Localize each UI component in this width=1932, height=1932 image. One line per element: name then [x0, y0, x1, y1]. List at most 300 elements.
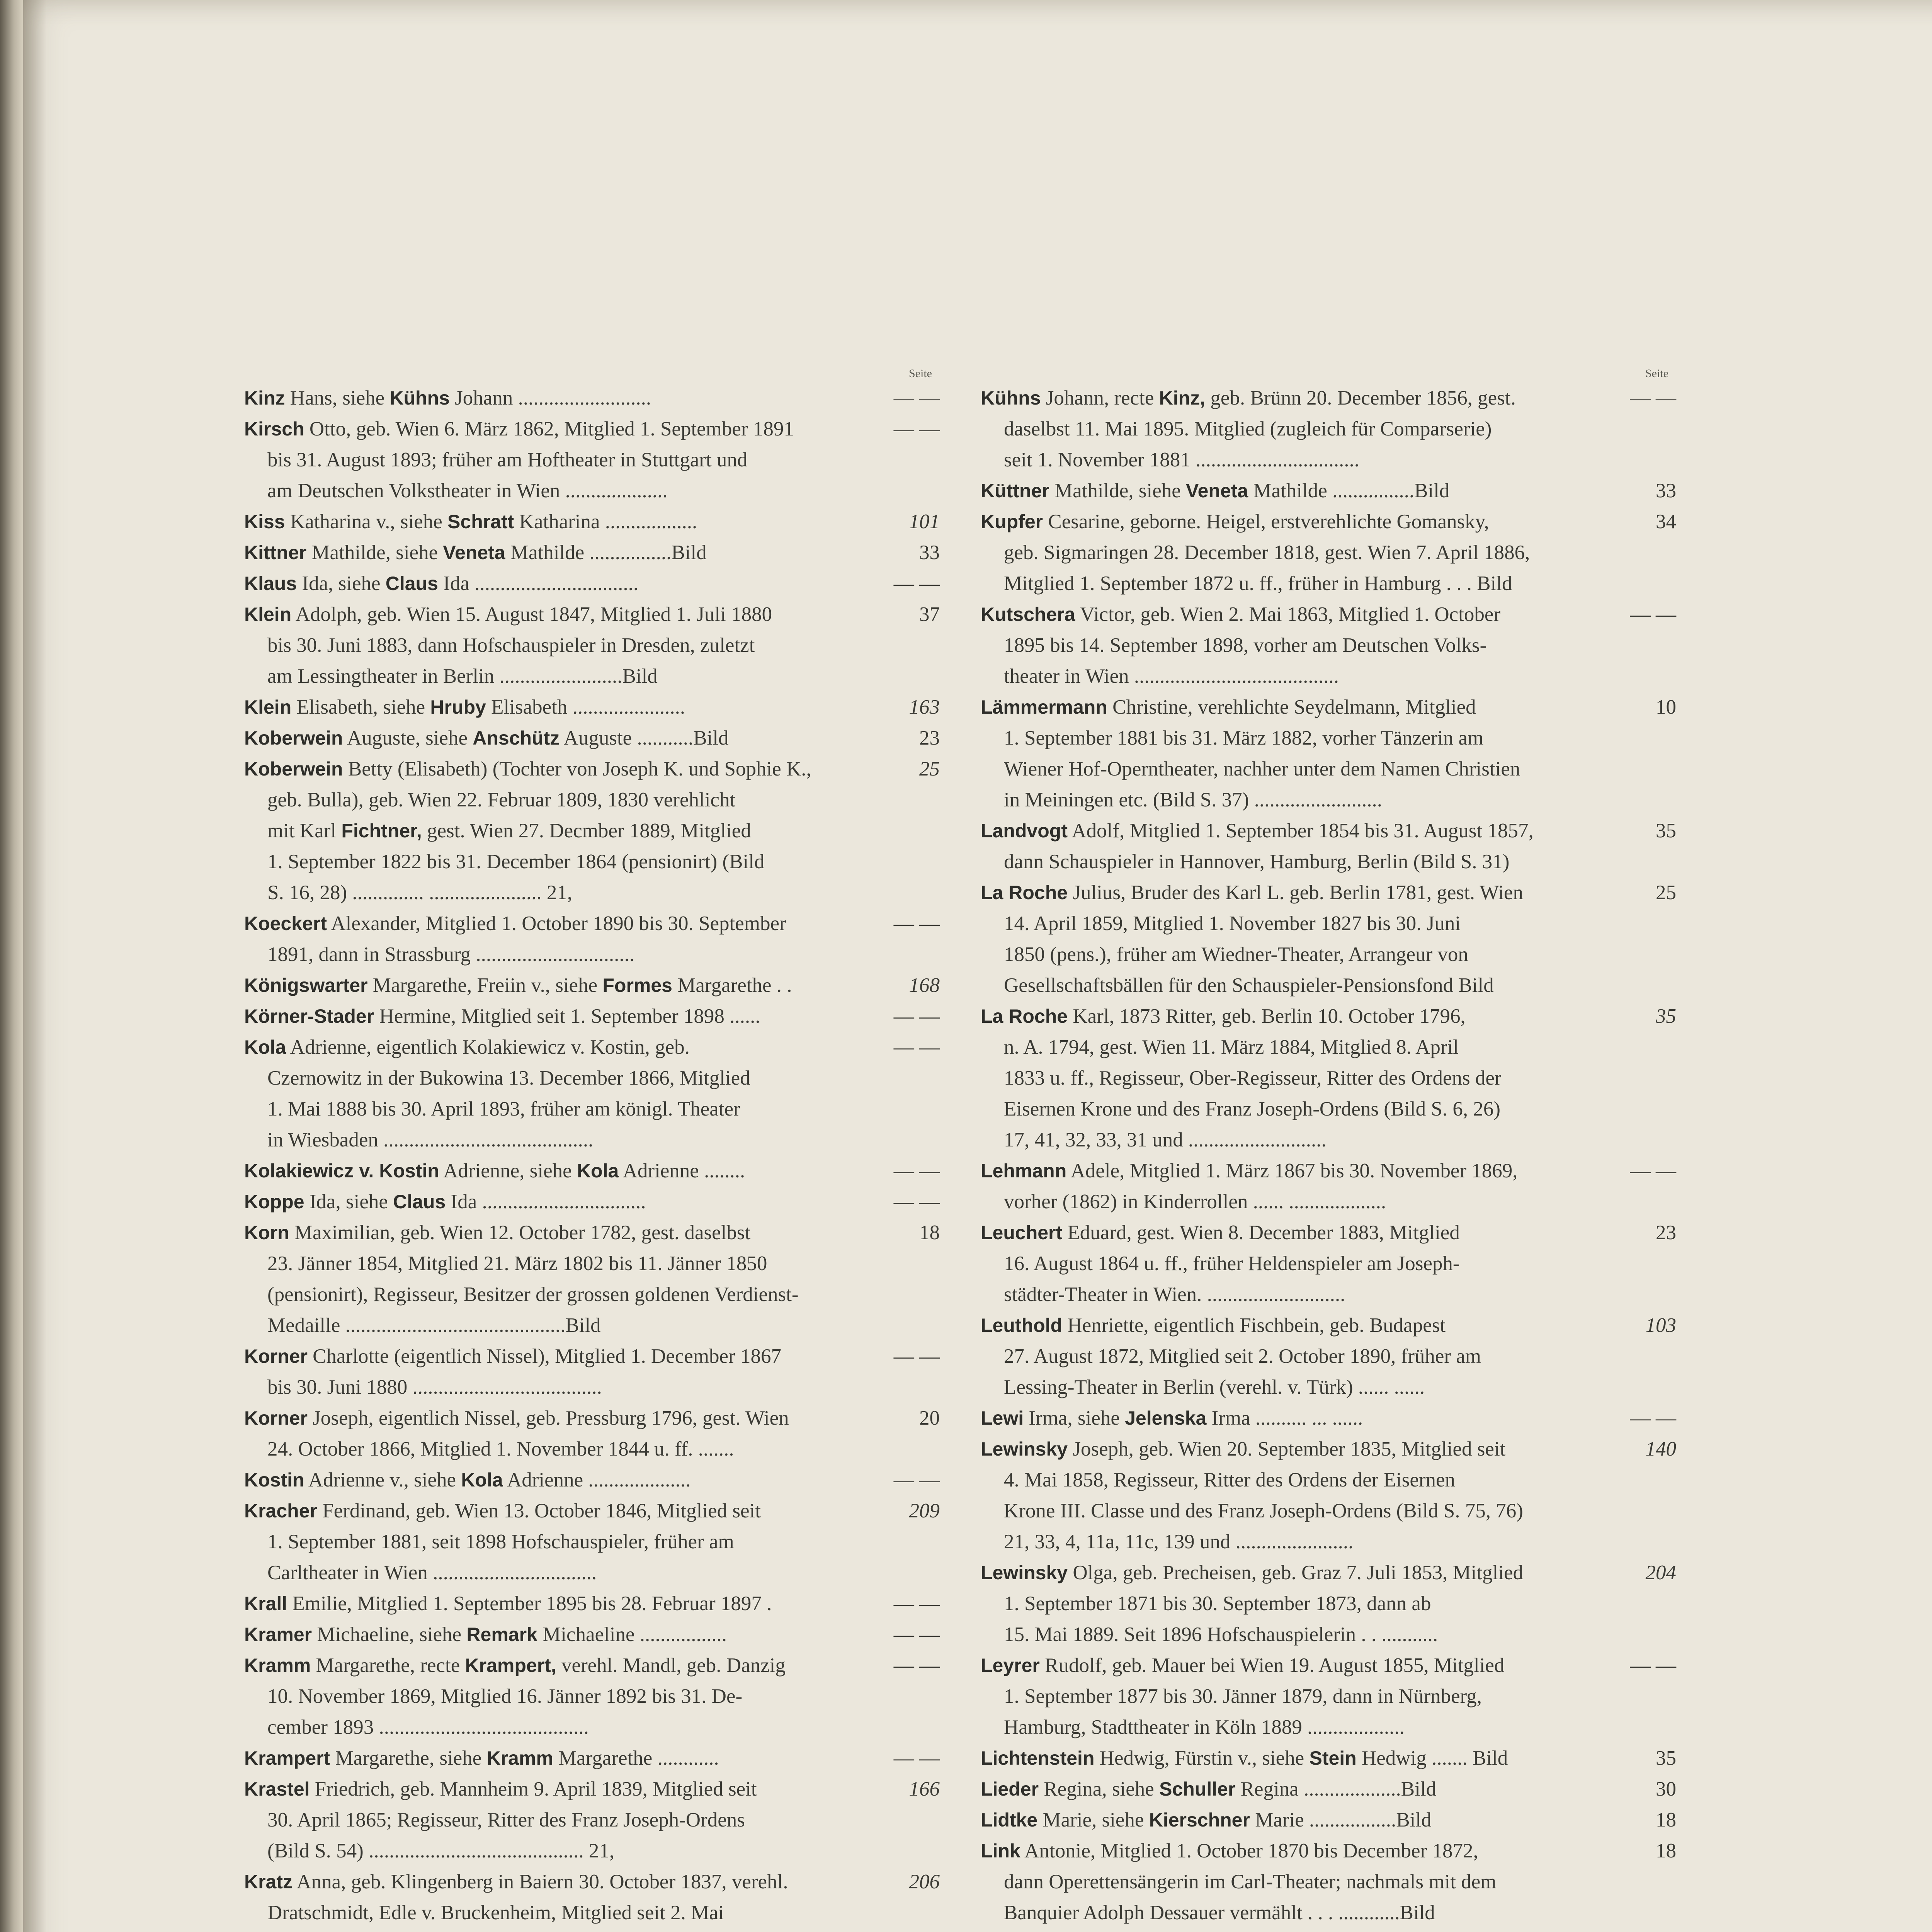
entry-text: Eduard, gest. Wien 8. December 1883, Mitglied [1067, 1221, 1460, 1244]
index-entry [244, 1403, 940, 1464]
entry-text: Charlotte (eigentlich Nissel), Mitglied 1. December 1867 [313, 1345, 781, 1367]
entry-line [981, 815, 1676, 846]
entry-text: Regina, siehe Schuller Regina ...................Bild [1044, 1778, 1437, 1800]
entry-text: am Lessingtheater in Berlin ........................Bild [267, 665, 658, 687]
seite-label-left: Seite [909, 367, 932, 380]
entry-text: Dratschmidt, Edle v. Bruckenheim, Mitglied seit 2. Mai [267, 1901, 724, 1924]
entry-text: daselbst 11. Mai 1895. Mitglied (zugleich für Comparserie) [1004, 418, 1492, 440]
entry-headword: Krastel [244, 1778, 310, 1800]
index-entry [981, 1557, 1676, 1650]
page-reference: — — [893, 387, 940, 409]
entry-line [981, 383, 1676, 413]
index-entry [244, 383, 940, 413]
entry-line [244, 970, 940, 1001]
entry-text: Betty (Elisabeth) (Tochter von Joseph K. und Sophie K., [348, 758, 811, 780]
index-entry [244, 1774, 940, 1866]
entry-line [981, 1310, 1676, 1341]
entry-text: 10. November 1869, Mitglied 16. Jänner 1892 bis 31. De- [267, 1685, 743, 1708]
entry-line [244, 692, 940, 723]
entry-line [244, 1063, 940, 1094]
cross-reference-name: Claus [393, 1191, 446, 1213]
entry-headword: Korner [244, 1407, 308, 1429]
entry-text: dann Schauspieler in Hannover, Hamburg, Berlin (Bild S. 31) [1004, 850, 1510, 873]
entry-line [981, 939, 1676, 970]
cross-reference-name: Stein [1309, 1747, 1357, 1769]
entry-headword: Kramm [244, 1655, 311, 1676]
index-entry [244, 599, 940, 692]
page-reference: 209 [909, 1500, 940, 1522]
entry-text: 1891, dann in Strassburg ............................... [267, 943, 635, 966]
entry-line [244, 1650, 940, 1681]
cross-reference-name: Kola [577, 1160, 619, 1182]
entry-line [244, 1001, 940, 1032]
index-entry [981, 692, 1676, 815]
entry-text: Joseph, geb. Wien 20. September 1835, Mitglied seit [1073, 1438, 1506, 1460]
entry-headword: Leuchert [981, 1222, 1063, 1243]
entry-headword: Königswarter [244, 975, 368, 996]
entry-line [244, 1866, 940, 1897]
entry-line [981, 1835, 1676, 1866]
entry-text: 1. September 1881 bis 31. März 1882, vorher Tänzerin am [1004, 727, 1484, 749]
entry-text: Irma, siehe Jelenska Irma .......... ... ...... [1029, 1407, 1363, 1429]
entry-line [981, 1588, 1676, 1619]
entry-text: 1. September 1871 bis 30. September 1873, dann ab [1004, 1592, 1431, 1615]
page-reference: 35 [1656, 1005, 1676, 1027]
entry-text: Auguste, siehe Anschütz Auguste ...........Bild [347, 727, 729, 749]
entry-line [244, 1681, 940, 1712]
entry-text: Adolf, Mitglied 1. September 1854 bis 31. August 1857, [1071, 820, 1534, 842]
entry-text: Olga, geb. Precheisen, geb. Graz 7. Juli 1853, Mitglied [1073, 1561, 1524, 1584]
index-entry [981, 877, 1676, 1001]
page-reference: — — [893, 1036, 940, 1058]
entry-headword: Kratz [244, 1871, 293, 1893]
entry-line [981, 1928, 1676, 1932]
index-entry [981, 1835, 1676, 1928]
entry-text: Anna, geb. Klingenberg in Baiern 30. October 1837, verehl. [296, 1871, 788, 1893]
index-column-right [981, 367, 1676, 1932]
entry-headword: Lewi [981, 1407, 1024, 1429]
entry-text: 17, 41, 32, 33, 31 und ........................... [1004, 1129, 1327, 1151]
entry-line [244, 599, 940, 630]
entry-text: städter-Theater in Wien. ........................... [1004, 1283, 1345, 1306]
entry-line [981, 1434, 1676, 1464]
index-entry [244, 1588, 940, 1619]
entry-headword: Korner [244, 1345, 308, 1367]
entry-text: Ida, siehe Claus Ida ................................ [302, 572, 639, 595]
entry-headword: Klein [244, 604, 292, 625]
entry-line [981, 1495, 1676, 1526]
page-reference: 10 [1656, 696, 1676, 718]
entry-headword: Küttner [981, 480, 1049, 502]
entry-text: 1. September 1881, seit 1898 Hofschauspieler, früher am [267, 1531, 734, 1553]
entry-text: Karl, 1873 Ritter, geb. Berlin 10. October 1796, [1073, 1005, 1466, 1027]
page-reference: 33 [919, 541, 940, 564]
entry-text: S. 16, 28) .............. ...................... 21, [267, 881, 573, 904]
page-reference: — — [893, 1592, 940, 1615]
page-reference: 20 [919, 1407, 940, 1429]
index-entry [981, 815, 1676, 877]
entry-text: Mathilde, siehe Veneta Mathilde ................Bild [1054, 480, 1450, 502]
page-gutter-shadow [23, 0, 46, 1932]
entry-headword: Lichtenstein [981, 1747, 1095, 1769]
page-reference: — — [1630, 1654, 1676, 1677]
index-entry [244, 970, 940, 1001]
entry-text: Michaeline, siehe Remark Michaeline ................. [317, 1623, 727, 1646]
entry-text: in Wiesbaden ......................................... [267, 1129, 594, 1151]
cross-reference-name: Krampert, [465, 1655, 556, 1676]
cross-reference-name: Kramm [486, 1747, 553, 1769]
entry-text: Ferdinand, geb. Wien 13. October 1846, Mitglied seit [322, 1500, 761, 1522]
entry-text: Hamburg, Stadttheater in Köln 1889 ................... [1004, 1716, 1405, 1738]
entry-line [244, 1094, 940, 1124]
entry-text: geb. Sigmaringen 28. December 1818, gest. Wien 7. April 1886, [1004, 541, 1530, 564]
index-entry [244, 537, 940, 568]
entry-headword: Klaus [244, 573, 297, 594]
entry-line [244, 630, 940, 661]
page-reference: — — [893, 1345, 940, 1367]
entry-line [244, 506, 940, 537]
entry-line [244, 1464, 940, 1495]
page-reference: — — [893, 572, 940, 595]
entry-headword: Körner-Stader [244, 1005, 374, 1027]
index-entry [244, 753, 940, 908]
page-reference: 103 [1645, 1314, 1676, 1337]
entry-line [981, 1650, 1676, 1681]
entry-headword: Landvogt [981, 820, 1068, 842]
page-reference: — — [1630, 1160, 1676, 1182]
entry-line [244, 1217, 940, 1248]
entry-text: Otto, geb. Wien 6. März 1862, Mitglied 1. September 1891 [309, 418, 794, 440]
page-reference: 18 [919, 1221, 940, 1244]
entry-headword: Koeckert [244, 913, 327, 934]
page-reference: — — [893, 1190, 940, 1213]
index-entry [244, 1495, 940, 1588]
entry-text: Lessing-Theater in Berlin (verehl. v. Türk) ...... ...... [1004, 1376, 1425, 1398]
entry-text: Medaille ...........................................Bild [267, 1314, 601, 1337]
entry-line [981, 1001, 1676, 1032]
page-reference: 18 [1656, 1809, 1676, 1831]
entry-line [981, 1557, 1676, 1588]
page-reference: 168 [909, 974, 940, 997]
entry-headword: Link [981, 1840, 1020, 1862]
entry-line [244, 1743, 940, 1774]
index-entry [244, 908, 940, 970]
entry-line [981, 630, 1676, 661]
index-entry [244, 1186, 940, 1217]
entry-text: theater in Wien ........................................ [1004, 665, 1339, 687]
index-entry [981, 383, 1676, 475]
entry-text: Julius, Bruder des Karl L. geb. Berlin 1781, gest. Wien [1073, 881, 1523, 904]
entry-line [244, 1403, 940, 1434]
page-reference: — — [893, 912, 940, 935]
entry-line [244, 753, 940, 784]
page-reference: 37 [919, 603, 940, 626]
cross-reference-name: Veneta [1186, 480, 1248, 502]
entry-line [981, 1217, 1676, 1248]
page-reference: — — [893, 418, 940, 440]
entry-text: Victor, geb. Wien 2. Mai 1863, Mitglied 1. October [1080, 603, 1501, 626]
entry-headword: Koberwein [244, 758, 343, 780]
entry-text: Margarethe, Freiin v., siehe Formes Margarethe . . [372, 974, 792, 997]
entry-text: Hans, siehe Kühns Johann .......................... [290, 387, 651, 409]
entry-text: Marie, siehe Kierschner Marie .................Bild [1043, 1809, 1432, 1831]
cross-reference-name: Fichtner, [341, 820, 422, 842]
entry-headword: Leyrer [981, 1655, 1040, 1676]
entry-text: Hedwig, Fürstin v., siehe Stein Hedwig ....... Bild [1099, 1747, 1508, 1769]
index-entry [244, 1743, 940, 1774]
cross-reference-name: Claus [385, 573, 438, 594]
entry-text: Katharina v., siehe Schratt Katharina .................. [290, 510, 697, 533]
entry-line [981, 1248, 1676, 1279]
page-reference: 23 [1656, 1221, 1676, 1244]
entry-line [981, 877, 1676, 908]
entry-text: bis 30. Juni 1883, dann Hofschauspieler in Dresden, zuletzt [267, 634, 755, 656]
entry-text: Johann, recte Kinz, geb. Brünn 20. December 1856, gest. [1046, 387, 1516, 409]
entry-line [981, 1063, 1676, 1094]
index-entry [981, 599, 1676, 692]
entry-line [244, 1804, 940, 1835]
index-entry [981, 506, 1676, 599]
page-reference: 101 [909, 510, 940, 533]
index-entry [981, 1310, 1676, 1403]
entry-headword: Kinz [244, 387, 285, 409]
entry-text: Maximilian, geb. Wien 12. October 1782, gest. daselbst [294, 1221, 751, 1244]
entry-headword: Lieder [981, 1778, 1039, 1800]
index-entry [244, 1619, 940, 1650]
index-entry [981, 1217, 1676, 1310]
entry-headword: Kühns [981, 387, 1041, 409]
entry-text: 14. April 1859, Mitglied 1. November 1827 bis 30. Juni [1004, 912, 1461, 935]
entry-line [981, 908, 1676, 939]
entry-headword: Kola [244, 1036, 286, 1058]
entry-text: Adele, Mitglied 1. März 1867 bis 30. November 1869, [1070, 1160, 1518, 1182]
entry-text: Christine, verehlichte Seydelmann, Mitglied [1112, 696, 1476, 718]
seite-label-right: Seite [1645, 367, 1668, 380]
entry-line [244, 846, 940, 877]
entry-headword: Lehmann [981, 1160, 1067, 1182]
entry-line [981, 599, 1676, 630]
entry-text: dann Operettensängerin im Carl-Theater; nachmals mit dem [1004, 1871, 1497, 1893]
entry-text: cember 1893 ......................................... [267, 1716, 589, 1738]
entry-text: bis 31. August 1893; früher am Hoftheater in Stuttgart und [267, 449, 748, 471]
index-entry [244, 1217, 940, 1341]
entry-headword: Korn [244, 1222, 289, 1243]
entry-line [244, 723, 940, 753]
entry-line [244, 1186, 940, 1217]
entry-text: Antonie, Mitglied 1. October 1870 bis December 1872, [1024, 1840, 1478, 1862]
entry-text: 23. Jänner 1854, Mitglied 21. März 1802 bis 11. Jänner 1850 [267, 1252, 767, 1275]
index-entry [244, 1866, 940, 1932]
entry-text: Eisernen Krone und des Franz Joseph-Ordens (Bild S. 6, 26) [1004, 1098, 1501, 1120]
entry-text: Gesellschaftsbällen für den Schauspieler-Pensionsfond Bild [1004, 974, 1494, 997]
entry-text: 21, 33, 4, 11a, 11c, 139 und ....................... [1004, 1531, 1354, 1553]
entry-headword: Kolakiewicz v. Kostin [244, 1160, 439, 1182]
entry-line [981, 475, 1676, 506]
index-entry [981, 1743, 1676, 1774]
entry-text: Adolph, geb. Wien 15. August 1847, Mitglied 1. Juli 1880 [295, 603, 772, 626]
index-entry [244, 1032, 940, 1155]
cross-reference-name: Kierschner [1149, 1809, 1250, 1831]
entry-headword: Lewinsky [981, 1562, 1068, 1583]
entry-headword: Lewinsky [981, 1438, 1068, 1460]
page-reference: 30 [1656, 1778, 1676, 1800]
entry-headword: Krampert [244, 1747, 330, 1769]
entry-line [981, 1155, 1676, 1186]
cross-reference-name: Remark [466, 1624, 537, 1645]
index-entry [244, 506, 940, 537]
cross-reference-name: Formes [602, 975, 672, 996]
index-column-left [244, 367, 940, 1932]
page-reference: 206 [909, 1871, 940, 1893]
entry-headword: Kostin [244, 1469, 304, 1491]
entry-line [981, 1681, 1676, 1712]
entry-text: Margarethe, siehe Kramm Margarethe ............ [335, 1747, 719, 1769]
entry-text: n. A. 1794, gest. Wien 11. März 1884, Mitglied 8. April [1004, 1036, 1459, 1058]
index-entry [244, 413, 940, 506]
page-reference: — — [893, 1469, 940, 1491]
entry-text: Ida, siehe Claus Ida ................................ [309, 1190, 646, 1213]
entry-line [981, 1866, 1676, 1897]
page-reference: 25 [1656, 881, 1676, 904]
entry-text: Mitglied 1. September 1872 u. ff., früher in Hamburg . . . Bild [1004, 572, 1512, 595]
entry-text: Czernowitz in der Bukowina 13. December 1866, Mitglied [267, 1067, 750, 1089]
entry-text: Emilie, Mitglied 1. September 1895 bis 28. Februar 1897 . [292, 1592, 772, 1615]
entry-text: 1. Mai 1888 bis 30. April 1893, früher am königl. Theater [267, 1098, 740, 1120]
entry-text: Alexander, Mitglied 1. October 1890 bis 30. September [331, 912, 786, 935]
page-reference: 33 [1656, 480, 1676, 502]
page-reference: 18 [1656, 1840, 1676, 1862]
index-entry [981, 1804, 1676, 1835]
entry-text: Adrienne v., siehe Kola Adrienne .................... [308, 1469, 691, 1491]
entry-text: 1895 bis 14. September 1898, vorher am Deutschen Volks- [1004, 634, 1487, 656]
index-entry [244, 1464, 940, 1495]
index-entry [981, 1403, 1676, 1434]
entry-line [244, 1032, 940, 1063]
entry-text: 1833 u. ff., Regisseur, Ober-Regisseur, Ritter des Ordens der [1004, 1067, 1502, 1089]
entry-headword: Klein [244, 696, 292, 718]
page-reference: 166 [909, 1778, 940, 1800]
entry-text: 27. August 1872, Mitglied seit 2. October 1890, früher am [1004, 1345, 1481, 1367]
cross-reference-name: Anschütz [473, 727, 560, 749]
entry-headword: Kracher [244, 1500, 317, 1522]
entry-text: 15. Mai 1889. Seit 1896 Hofschauspielerin . . ........... [1004, 1623, 1438, 1646]
entry-line [981, 753, 1676, 784]
entry-text: Adrienne, eigentlich Kolakiewicz v. Kostin, geb. [290, 1036, 690, 1058]
entry-line [244, 383, 940, 413]
page-reference: — — [893, 1623, 940, 1646]
page-reference: 25 [919, 758, 940, 780]
entry-text: seit 1. November 1881 ................................ [1004, 449, 1360, 471]
entry-line [981, 1094, 1676, 1124]
index-entry [981, 1928, 1676, 1932]
page-reference: 34 [1656, 510, 1676, 533]
entry-text: 30. April 1865; Regisseur, Ritter des Franz Joseph-Ordens [267, 1809, 745, 1831]
entry-text: 16. August 1864 u. ff., früher Heldenspieler am Joseph- [1004, 1252, 1460, 1275]
entry-line [981, 506, 1676, 537]
entry-headword: Kiss [244, 511, 285, 532]
entry-text: bis 30. Juni 1880 ..................................... [267, 1376, 602, 1398]
page-reference: — — [1630, 387, 1676, 409]
entry-line [981, 413, 1676, 444]
entry-line [981, 1403, 1676, 1434]
entry-text: 1. September 1877 bis 30. Jänner 1879, dann in Nürnberg, [1004, 1685, 1482, 1708]
entry-line [244, 1897, 940, 1928]
page-reference: 35 [1656, 820, 1676, 842]
index-entry [981, 475, 1676, 506]
cross-reference-name: Schratt [447, 511, 514, 532]
cross-reference-name: Schuller [1159, 1778, 1236, 1800]
entry-line [981, 692, 1676, 723]
entry-text: Joseph, eigentlich Nissel, geb. Pressburg 1796, gest. Wien [313, 1407, 789, 1429]
index-entry [244, 1155, 940, 1186]
index-entry [244, 692, 940, 723]
entry-text: Banquier Adolph Dessauer vermählt . . . ............Bild [1004, 1901, 1435, 1924]
index-entry [981, 1774, 1676, 1804]
entry-headword: Leuthold [981, 1315, 1063, 1336]
entry-headword: Lidtke [981, 1809, 1038, 1831]
entry-text: Cesarine, geborne. Heigel, erstverehlichte Gomansky, [1048, 510, 1489, 533]
book-binding-left [0, 0, 23, 1932]
cross-reference-name: Kühns [389, 387, 450, 409]
page-reference: — — [893, 1005, 940, 1027]
entry-line [244, 444, 940, 475]
entry-line [244, 1155, 940, 1186]
cross-reference-name: Veneta [443, 542, 505, 563]
cross-reference-name: Hruby [430, 696, 486, 718]
entry-line [244, 1619, 940, 1650]
entry-text: 1850 (pens.), früher am Wiedner-Theater, Arrangeur von [1004, 943, 1468, 966]
entry-text: (pensionirt), Regisseur, Besitzer der grossen goldenen Verdienst- [267, 1283, 799, 1306]
entry-line [981, 537, 1676, 568]
entry-headword: Krall [244, 1593, 287, 1614]
entry-line [244, 568, 940, 599]
entry-text: Carltheater in Wien ................................ [267, 1561, 597, 1584]
page-reference: 204 [1645, 1561, 1676, 1584]
entry-text: 24. October 1866, Mitglied 1. November 1844 u. ff. ....... [267, 1438, 734, 1460]
entry-line [981, 723, 1676, 753]
entry-text: Friedrich, geb. Mannheim 9. April 1839, Mitglied seit [315, 1778, 757, 1800]
entry-text: Margarethe, recte Krampert, verehl. Mandl, geb. Danzig [316, 1654, 786, 1677]
entry-text: Rudolf, geb. Mauer bei Wien 19. August 1855, Mitglied [1045, 1654, 1505, 1677]
page-reference: 35 [1656, 1747, 1676, 1769]
entry-line [244, 413, 940, 444]
entry-text: (Bild S. 54) .......................................... 21, [267, 1840, 615, 1862]
entry-line [244, 784, 940, 815]
page-reference [1599, 1928, 1676, 1932]
entry-text: Wiener Hof-Operntheater, nachher unter dem Namen Christien [1004, 758, 1520, 780]
entry-text: 1. September 1822 bis 31. December 1864 (pensionirt) (Bild [267, 850, 765, 873]
entry-text: vorher (1862) in Kinderrollen ...... ................... [1004, 1190, 1386, 1213]
entry-line [981, 1464, 1676, 1495]
entry-text: Mathilde, siehe Veneta Mathilde ................Bild [311, 541, 707, 564]
entry-line [244, 815, 940, 846]
entry-headword: La Roche [981, 882, 1068, 903]
entry-line [244, 1341, 940, 1372]
entry-text: Elisabeth, siehe Hruby Elisabeth ...................... [296, 696, 685, 718]
entry-headword: Kirsch [244, 418, 304, 440]
entry-line [244, 1774, 940, 1804]
index-entry [244, 1341, 940, 1403]
index-entry [981, 1155, 1676, 1217]
entry-line [244, 1588, 940, 1619]
page-reference: — — [1630, 603, 1676, 626]
index-entry [244, 1001, 940, 1032]
cross-reference-name: Kinz, [1159, 387, 1206, 409]
index-entry [244, 723, 940, 753]
entry-line [981, 1774, 1676, 1804]
page-reference: 140 [1645, 1438, 1676, 1460]
page-reference: 163 [909, 696, 940, 718]
